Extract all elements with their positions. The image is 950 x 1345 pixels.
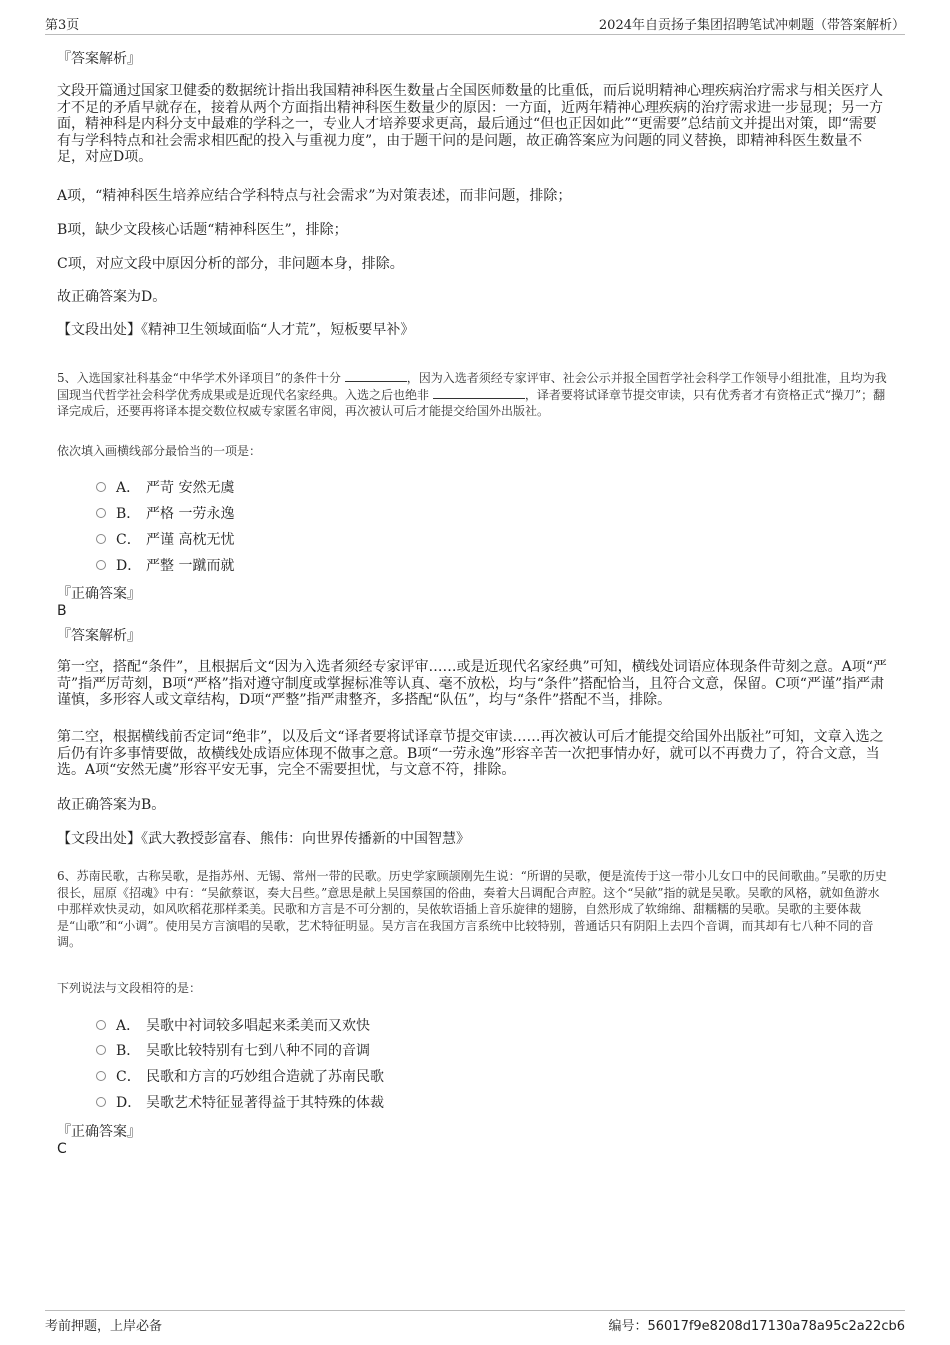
footer-code: 编号：56017f9e8208d17130a78a95c2a22cb6 xyxy=(608,1319,905,1334)
radio-icon[interactable] xyxy=(96,1097,106,1107)
q4-conclusion: 故正确答案为D。 xyxy=(57,289,167,305)
q6-option-d[interactable]: D． 吴歌艺术特征显著得益于其特殊的体裁 xyxy=(96,1094,384,1112)
radio-icon[interactable] xyxy=(96,534,106,544)
q5-prompt: 依次填入画横线部分最恰当的一项是： xyxy=(57,444,262,458)
q6-stem: 6、苏南民歌，古称吴歌，是指苏州、无锡、常州一带的民歌。历史学家顾颉刚先生说：“所谓的吴歌，便是流传于这一带小儿女口中的民间歌曲。”吴歌的历史很长，屈原《招魂》中有：“吴歈蔡讴，奏大吕些。”意思是献上吴国蔡国的俗曲，奏着大吕调配合声腔。这个“吴歈”指的就是吴歌。吴歌的风格，就如鱼游水中那样欢快灵动，如风吹稻花那样柔美。民歌和方言是不可分割的，吴侬软语插上音乐旋律的翅膀，自然形成了软绵绵、甜糯糯的吴歌。吴歌的主要体裁是“山歌”和“小调”。使用吴方言演唱的吴歌，艺术特征明显。吴方言在我国方言系统中比较特别，普通话只有阴阳上去四个音调，而其却有七八种不同的音调。 xyxy=(57,869,887,949)
document-title: 2024年自贡扬子集团招聘笔试冲刺题（带答案解析） xyxy=(598,18,905,33)
radio-icon[interactable] xyxy=(96,1020,106,1030)
q5-blank-1 xyxy=(345,370,407,382)
q5-source: 【文段出处】《武大教授彭富春、熊伟：向世界传播新的中国智慧》 xyxy=(57,831,470,847)
q5-option-c[interactable]: C． 严谨 高枕无忧 xyxy=(96,531,234,549)
q5-blank-2 xyxy=(433,387,525,399)
q6-answer: C xyxy=(57,1141,67,1157)
q6-option-a[interactable]: A． 吴歌中衬词较多唱起来柔美而又欢快 xyxy=(96,1017,370,1035)
radio-icon[interactable] xyxy=(96,482,106,492)
q5-stem: 5、入选国家社科基金“中华学术外译项目”的条件十分 ，因为入选者须经专家评审、社会公示并报全国哲学社会科学工作领导小组批准，且均为我国现当代哲学社会科学优秀成果或是近现代名家经典。入选之后也绝非 ，译者要将试译章节提交审读，只有优秀者才有资格正式“操刀”；翻译完成后，还要再将译本提交数位权威专家匿名审阅，再次被认可后才能提交给国外出版社。 xyxy=(57,371,887,418)
q6-answer-label: 『正确答案』 xyxy=(57,1124,141,1140)
page-header xyxy=(45,14,905,35)
q4-analysis-paragraph: 文段开篇通过国家卫健委的数据统计指出我国精神科医生数量占全国医师数量的比重低，而后说明精神心理疾病治疗需求与相关医疗人才不足的矛盾早就存在，接着从两个方面指出精神科医生数量少的原因：一方面，近两年精神心理疾病的治疗需求进一步显现；另一方面，精神科是内科分支中最难的学科之一，专业人才培养要求更高，最后通过“但也正因如此”“更需要”总结前文并提出对策，即“需要有与学科特点和社会需求相匹配的投入与重视力度”，由于题干问的是问题，故正确答案应为问题的同义替换，即精神科医生数量不足，对应D项。 xyxy=(57,83,883,165)
q4-source: 【文段出处】《精神卫生领域面临“人才荒”，短板要早补》 xyxy=(57,322,415,338)
q5-analysis-label: 『答案解析』 xyxy=(57,628,141,644)
q5-analysis-paragraph-1: 第一空，搭配“条件”，且根据后文“因为入选者须经专家评审……或是近现代名家经典”可知，横线处词语应体现条件苛刻之意。A项“严苛”指严厉苛刻，B项“严格”指对遵守制度或掌握标准等认真、毫不放松，均与“条件”搭配恰当，且符合文意，保留。C项“严谨”指严肃谨慎，多形容人或文章结构，D项“严整”指严肃整齐，多搭配“队伍”，均与“条件”搭配不当，排除。 xyxy=(57,659,887,708)
q4-analysis-option-b: B项，缺少文段核心话题“精神科医生”，排除； xyxy=(57,222,348,238)
radio-icon[interactable] xyxy=(96,560,106,570)
q6-option-b[interactable]: B． 吴歌比较特别有七到八种不同的音调 xyxy=(96,1042,370,1060)
q5-option-a[interactable]: A． 严苛 安然无虞 xyxy=(96,479,234,497)
q4-analysis-label: 『答案解析』 xyxy=(57,51,141,67)
q4-analysis-option-c: C项，对应文段中原因分析的部分，非问题本身，排除。 xyxy=(57,256,404,272)
q5-option-d[interactable]: D． 严整 一蹴而就 xyxy=(96,557,234,575)
q6-prompt: 下列说法与文段相符的是： xyxy=(57,981,202,995)
q5-analysis-paragraph-2: 第二空，根据横线前否定词“绝非”，以及后文“译者要将试译章节提交审读……再次被认可后才能提交给国外出版社”可知，文章入选之后仍有许多事情要做，故横线处成语应体现不做事之意。B项“一劳永逸”形容辛苦一次把事情办好，就可以不再费力了，符合文意，当选。A项“安然无虞”形容平安无事，完全不需要担忧，与文意不符，排除。 xyxy=(57,729,884,778)
radio-icon[interactable] xyxy=(96,1071,106,1081)
q5-conclusion: 故正确答案为B。 xyxy=(57,797,166,813)
q6-option-c[interactable]: C． 民歌和方言的巧妙组合造就了苏南民歌 xyxy=(96,1068,384,1086)
page-footer xyxy=(45,1310,905,1338)
radio-icon[interactable] xyxy=(96,1045,106,1055)
footer-motto: 考前押题，上岸必备 xyxy=(45,1319,163,1334)
q5-option-b[interactable]: B． 严格 一劳永逸 xyxy=(96,505,234,523)
q4-analysis-option-a: A项，“精神科医生培养应结合学科特点与社会需求”为对策表述，而非问题，排除； xyxy=(57,188,572,204)
page-number: 第3页 xyxy=(45,18,80,33)
radio-icon[interactable] xyxy=(96,508,106,518)
q5-answer-label: 『正确答案』 xyxy=(57,586,141,602)
q5-answer: B xyxy=(57,603,67,619)
